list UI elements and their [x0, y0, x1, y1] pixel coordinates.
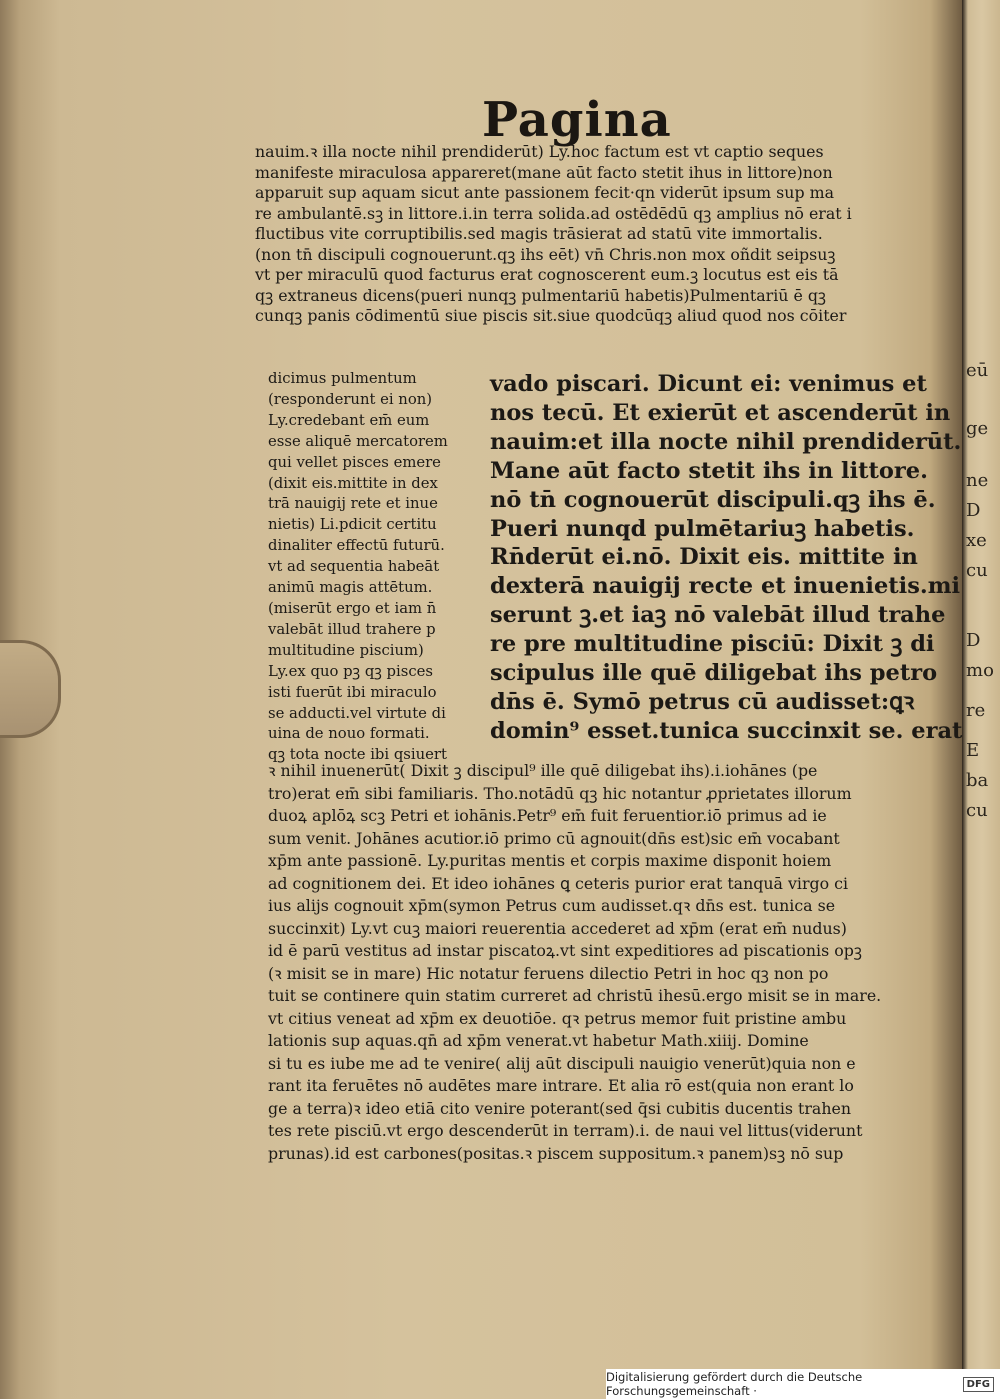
text-line: ius alijs cognouit xp̄m(symon Petrus cum audisset.qꝛ dn̄s est. tunica se [268, 896, 836, 915]
text-line: ad cognitionem dei. Et ideo iohānes ꝗ ceteris purior erat tanquā virgo ci [268, 873, 849, 893]
page-heading: Pagina [482, 92, 672, 148]
edge-fragment: mo [966, 660, 994, 681]
text-line: re pre multitudine pisciū: Dixit ꝫ di [490, 631, 935, 658]
digitization-footer [606, 1369, 1000, 1399]
text-line: dicimus pulmentum [268, 370, 417, 387]
text-line: Mane aūt facto stetit ihs in littore. [490, 457, 928, 484]
edge-fragment: eū [966, 360, 989, 381]
text-line: re ambulantē.sꝫ in littore.i.in terra solida.ad ostēdēdū qꝫ amplius nō erat i [255, 203, 852, 223]
text-line: se adducti.vel virtute di [268, 704, 446, 722]
text-line: trā nauigij rete et inue [268, 495, 438, 513]
main-scripture-text [490, 370, 963, 746]
edge-fragment: E [966, 740, 980, 761]
text-line: (dixit eis.mittite in dex [268, 474, 438, 492]
text-line: scipulus ille quē diligebat ihs petro [490, 660, 938, 687]
text-line: vt citius veneat ad xp̄m ex deuotiōe. qꝛ petrus memor fuit pristine ambu [268, 1008, 847, 1028]
text-line: vt per miraculū quod facturus erat cognoscerent eum.ꝫ locutus est eis tā [255, 265, 839, 284]
text-line: (non tn̄ discipuli cognouerunt.qꝫ ihs eēt) vn̄ Chris.non mox oñdit seipsuꝫ [255, 244, 836, 264]
commentary-top [255, 142, 883, 327]
text-line: nauim.ꝛ illa nocte nihil prendiderūt) Ly.hoc factum est vt captio seques [255, 142, 824, 161]
text-line: xp̄m ante passionē. Ly.puritas mentis et corpis maxime disponit hoiem [268, 851, 832, 870]
text-line: Pueri nunqd pulmētariuꝫ habetis. [490, 515, 915, 542]
edge-fragment: D [966, 630, 981, 651]
text-line: isti fuerūt ibi miraculo [268, 683, 437, 701]
text-line: dn̄s ē. Symō petrus cū audisset:ꝗꝛ [490, 688, 915, 715]
text-line: serunt ꝫ.et iaꝫ nō valebāt illud trahe [490, 602, 946, 629]
text-line: rant ita feruētes nō audētes mare intrare. Et alia rō est(quia non erant lo [268, 1076, 854, 1095]
text-line: sum venit. Johānes acutior.iō primo cū agnouit(dn̄s est)sic em̄ vocabant [268, 828, 840, 848]
text-line: fluctibus vite corruptibilis.sed magis trāsierat ad statū vite immortalis. [255, 224, 823, 243]
commentary-bottom [268, 760, 908, 1165]
text-line: multitudine piscium) [268, 641, 424, 659]
text-line: nauim:et illa nocte nihil prendiderūt. [490, 428, 962, 455]
text-line: animū magis attētum. [268, 579, 433, 597]
text-line: duoꝝ aplōꝝ scꝫ Petri et iohānis.Petr⁹ em̄ fuit feruentior.iō primus ad ie [268, 806, 827, 825]
facing-page-edge [962, 0, 1000, 1399]
clasp-strap [0, 640, 61, 738]
text-line: nō tn̄ cognouerūt discipuli.qꝫ ihs ē. [490, 486, 936, 513]
edge-fragment: re [966, 700, 986, 721]
edge-fragment: ne [966, 470, 989, 491]
text-line: esse aliquē mercatorem [268, 432, 448, 450]
text-line: domin⁹ esset.tunica succinxit se. erat [490, 717, 963, 744]
text-line: nos tecū. Et exierūt et ascenderūt in [490, 399, 951, 426]
commentary-left-column [268, 369, 478, 766]
text-line: tuit se continere quin statim curreret ad christū ihesū.ergo misit se in mare. [268, 986, 882, 1005]
text-line: nietis) Li.pdicit certitu [268, 516, 437, 534]
edge-fragment: ba [966, 770, 989, 791]
text-line: dexterā nauigij recte et inuenietis.mi [490, 573, 961, 600]
text-line: vado piscari. Dicunt ei: venimus et [490, 371, 927, 397]
text-line: manifeste miraculosa appareret(mane aūt facto stetit ihus in littore)non [255, 162, 833, 182]
text-line: ge a terra)ꝛ ideo etiā cito venire poterant(sed q̄si cubitis ducentis trahen [268, 1098, 852, 1118]
text-line: qꝫ extraneus dicens(pueri nunqꝫ pulmentariū habetis)Pulmentariū ē qꝫ [255, 285, 826, 305]
text-line: tro)erat em̄ sibi familiaris. Tho.notādū qꝫ hic notantur ꝓprietates illorum [268, 783, 852, 803]
text-line: si tu es iube me ad te venire( alij aūt discipuli nauigio venerūt)quia non e [268, 1053, 856, 1073]
text-line: tes rete pisciū.vt ergo descenderūt in terram).i. de naui vel littus(viderunt [268, 1121, 863, 1140]
dfg-logo: DFG [963, 1377, 994, 1392]
text-line: ꝛ nihil inuenerūt( Dixit ꝫ discipul⁹ ille quē diligebat ihs).i.iohānes (pe [268, 761, 818, 780]
text-line: id ē parū vestitus ad instar piscatoꝝ.vt sint expeditiores ad piscationis opꝫ [268, 941, 862, 960]
text-line: dinaliter effectū futurū. [268, 537, 445, 555]
footer-credit: Digitalisierung gefördert durch die Deutsche Forschungsgemeinschaft · [606, 1370, 863, 1398]
text-line: (ꝛ misit se in mare) Hic notatur feruens dilectio Petri in hoc qꝫ non po [268, 963, 829, 983]
text-line: Ly.credebant em̄ eum [268, 411, 430, 429]
text-line: Ly.ex quo pꝫ qꝫ pisces [268, 662, 433, 680]
text-line: (responderunt ei non) [268, 390, 433, 408]
text-line: cunqꝫ panis cōdimentū siue piscis sit.siue quodcūqꝫ aliud quod nos cōiter [255, 306, 847, 325]
edge-fragment: ge [966, 418, 989, 439]
text-line: lationis sup aquas.qn̄ ad xp̄m venerat.vt habetur Math.xiiij. Domine [268, 1031, 809, 1050]
text-line: valebāt illud trahere p [268, 620, 436, 638]
text-line: succinxit) Ly.vt cuꝫ maiori reuerentia accederet ad xp̄m (erat em̄ nudus) [268, 918, 847, 938]
text-line: (miserūt ergo et iam n̄ [268, 599, 437, 617]
text-line: uina de nouo formati. [268, 725, 430, 743]
text-line: apparuit sup aquam sicut ante passionem fecit·qn viderūt ipsum sup ma [255, 183, 834, 202]
text-line: Rn̄derūt ei.nō. Dixit eis. mittite in [490, 544, 918, 571]
text-line: qꝫ tota nocte ibi qsiuert [268, 746, 447, 764]
edge-fragment: cu [966, 560, 988, 581]
text-line: prunas).id est carbones(positas.ꝛ piscem suppositum.ꝛ panem)sꝫ nō sup [268, 1143, 844, 1163]
text-line: vt ad sequentia habeāt [268, 558, 440, 576]
edge-fragment: cu [966, 800, 988, 821]
edge-fragment: D [966, 500, 981, 521]
text-line: qui vellet pisces emere [268, 453, 441, 471]
edge-fragment: xe [966, 530, 987, 551]
